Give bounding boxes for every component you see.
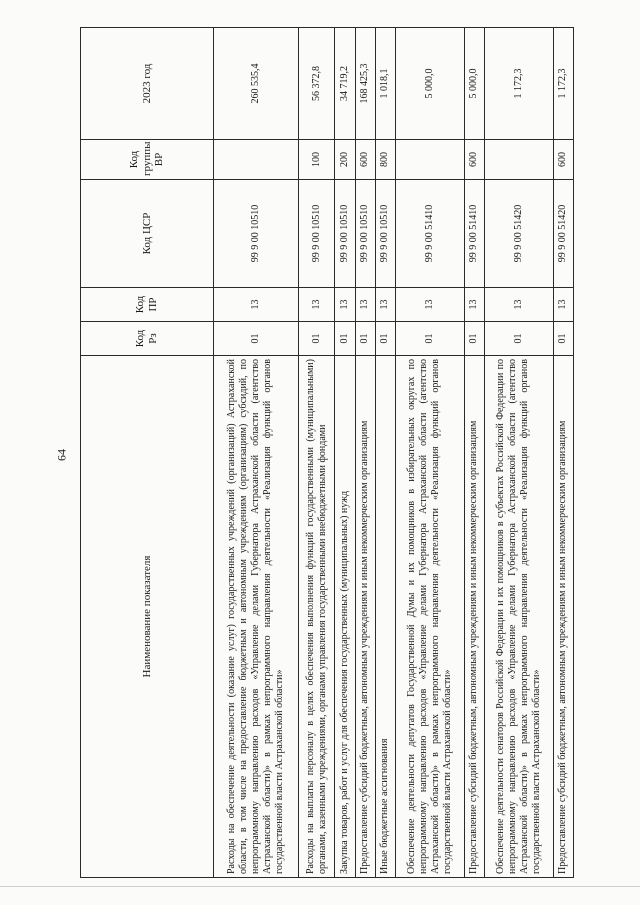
csr-code-cell: 99 9 00 51420	[484, 180, 553, 288]
table-row	[464, 28, 484, 878]
vr-code-cell: 600	[355, 140, 375, 180]
page-number: 64	[54, 449, 69, 461]
table-row	[335, 28, 355, 878]
table-row	[298, 28, 334, 878]
csr-code-cell: 99 9 00 10510	[375, 180, 395, 288]
rz-code-cell: 01	[355, 322, 375, 356]
rz-code-cell: 01	[396, 322, 465, 356]
amount-2023-cell: 260 535,4	[214, 28, 299, 140]
indicator-name-cell: Закупка товаров, работ и услуг для обеспечения государственных (муниципальных) нужд	[335, 356, 355, 878]
table-body	[214, 28, 574, 878]
header-csr-code: Код ЦСР	[81, 180, 214, 288]
pr-code-cell: 13	[335, 288, 355, 322]
pr-code-cell: 13	[464, 288, 484, 322]
indicator-name-cell: Обеспечение деятельности депутатов Государственной Думы и их помощников в избирательных округах по непрограммному направлению расходов «Управление делами Губернатора Астраханской области (агентство Астраханской области)» в рамках непрограммного направления деятельности «Реализация функций органов государственной власти Астраханской области»	[396, 356, 465, 878]
rz-code-cell: 01	[298, 322, 334, 356]
rotated-page-content	[80, 28, 574, 878]
table-row	[553, 28, 573, 878]
table-row	[355, 28, 375, 878]
indicator-name-cell: Иные бюджетные ассигнования	[375, 356, 395, 878]
table-row	[375, 28, 395, 878]
indicator-name-cell: Расходы на обеспечение деятельности (оказание услуг) государственных учреждений (организаций) Астраханской области, в том числе на предоставление бюджетным и автономным учреждениям (организациям) субсидий, по непрограммному направлению расходов «Управление делами Губернатора Астраханской области (агентство Астраханской области)» в рамках непрограммного направления деятельности «Реализация функций органов государственной власти Астраханской области»	[214, 356, 299, 878]
amount-2023-cell: 34 719,2	[335, 28, 355, 140]
vr-code-cell	[214, 140, 299, 180]
amount-2023-cell: 56 372,8	[298, 28, 334, 140]
rz-code-cell: 01	[214, 322, 299, 356]
pr-code-cell: 13	[298, 288, 334, 322]
pr-code-cell: 13	[375, 288, 395, 322]
csr-code-cell: 99 9 00 10510	[355, 180, 375, 288]
csr-code-cell: 99 9 00 51410	[396, 180, 465, 288]
header-indicator-name: Наименование показателя	[81, 356, 214, 878]
vr-code-cell: 200	[335, 140, 355, 180]
amount-2023-cell: 1 172,3	[484, 28, 553, 140]
indicator-name-cell: Обеспечение деятельности сенаторов Российской Федерации и их помощников в субъектах Российской Федерации по непрограммному направлению расходов «Управление делами Губернатора Астраханской области (агентство Астраханской области)» в рамках непрограммного направления деятельности «Реализация функций органов государственной власти Астраханской области»	[484, 356, 553, 878]
budget-table	[80, 27, 574, 878]
amount-2023-cell: 1 172,3	[553, 28, 573, 140]
header-rz-code: Код Рз	[81, 322, 214, 356]
vr-code-cell: 600	[464, 140, 484, 180]
indicator-name-cell: Предоставление субсидий бюджетным, автономным учреждениям и иным некоммерческим организациям	[464, 356, 484, 878]
rz-code-cell: 01	[464, 322, 484, 356]
amount-2023-cell: 1 018,1	[375, 28, 395, 140]
indicator-name-cell: Предоставление субсидий бюджетным, автономным учреждениям и иным некоммерческим организациям	[355, 356, 375, 878]
table-row	[484, 28, 553, 878]
amount-2023-cell: 5 000,0	[396, 28, 465, 140]
csr-code-cell: 99 9 00 10510	[335, 180, 355, 288]
indicator-name-cell: Предоставление субсидий бюджетным, автономным учреждениям и иным некоммерческим организациям	[553, 356, 573, 878]
csr-code-cell: 99 9 00 51420	[553, 180, 573, 288]
csr-code-cell: 99 9 00 10510	[298, 180, 334, 288]
vr-code-cell: 800	[375, 140, 395, 180]
table-header-row	[81, 28, 214, 878]
header-vr-group-code: Код группы ВР	[81, 140, 214, 180]
amount-2023-cell: 168 425,3	[355, 28, 375, 140]
csr-code-cell: 99 9 00 51410	[464, 180, 484, 288]
amount-2023-cell: 5 000,0	[464, 28, 484, 140]
header-pr-code: Код ПР	[81, 288, 214, 322]
rz-code-cell: 01	[484, 322, 553, 356]
table-row	[214, 28, 299, 878]
pr-code-cell: 13	[214, 288, 299, 322]
pr-code-cell: 13	[396, 288, 465, 322]
rz-code-cell: 01	[375, 322, 395, 356]
rz-code-cell: 01	[553, 322, 573, 356]
header-year-2023: 2023 год	[81, 28, 214, 140]
pr-code-cell: 13	[484, 288, 553, 322]
vr-code-cell	[396, 140, 465, 180]
vr-code-cell: 600	[553, 140, 573, 180]
vr-code-cell: 100	[298, 140, 334, 180]
table-row	[396, 28, 465, 878]
pr-code-cell: 13	[553, 288, 573, 322]
scan-edge-line	[0, 886, 640, 887]
vr-code-cell	[484, 140, 553, 180]
indicator-name-cell: Расходы на выплаты персоналу в целях обеспечения выполнения функций государственными (муниципальными) органами, казенными учреждениями, органами управления государственными внебюджетными фондами	[298, 356, 334, 878]
csr-code-cell: 99 9 00 10510	[214, 180, 299, 288]
rz-code-cell: 01	[335, 322, 355, 356]
pr-code-cell: 13	[355, 288, 375, 322]
